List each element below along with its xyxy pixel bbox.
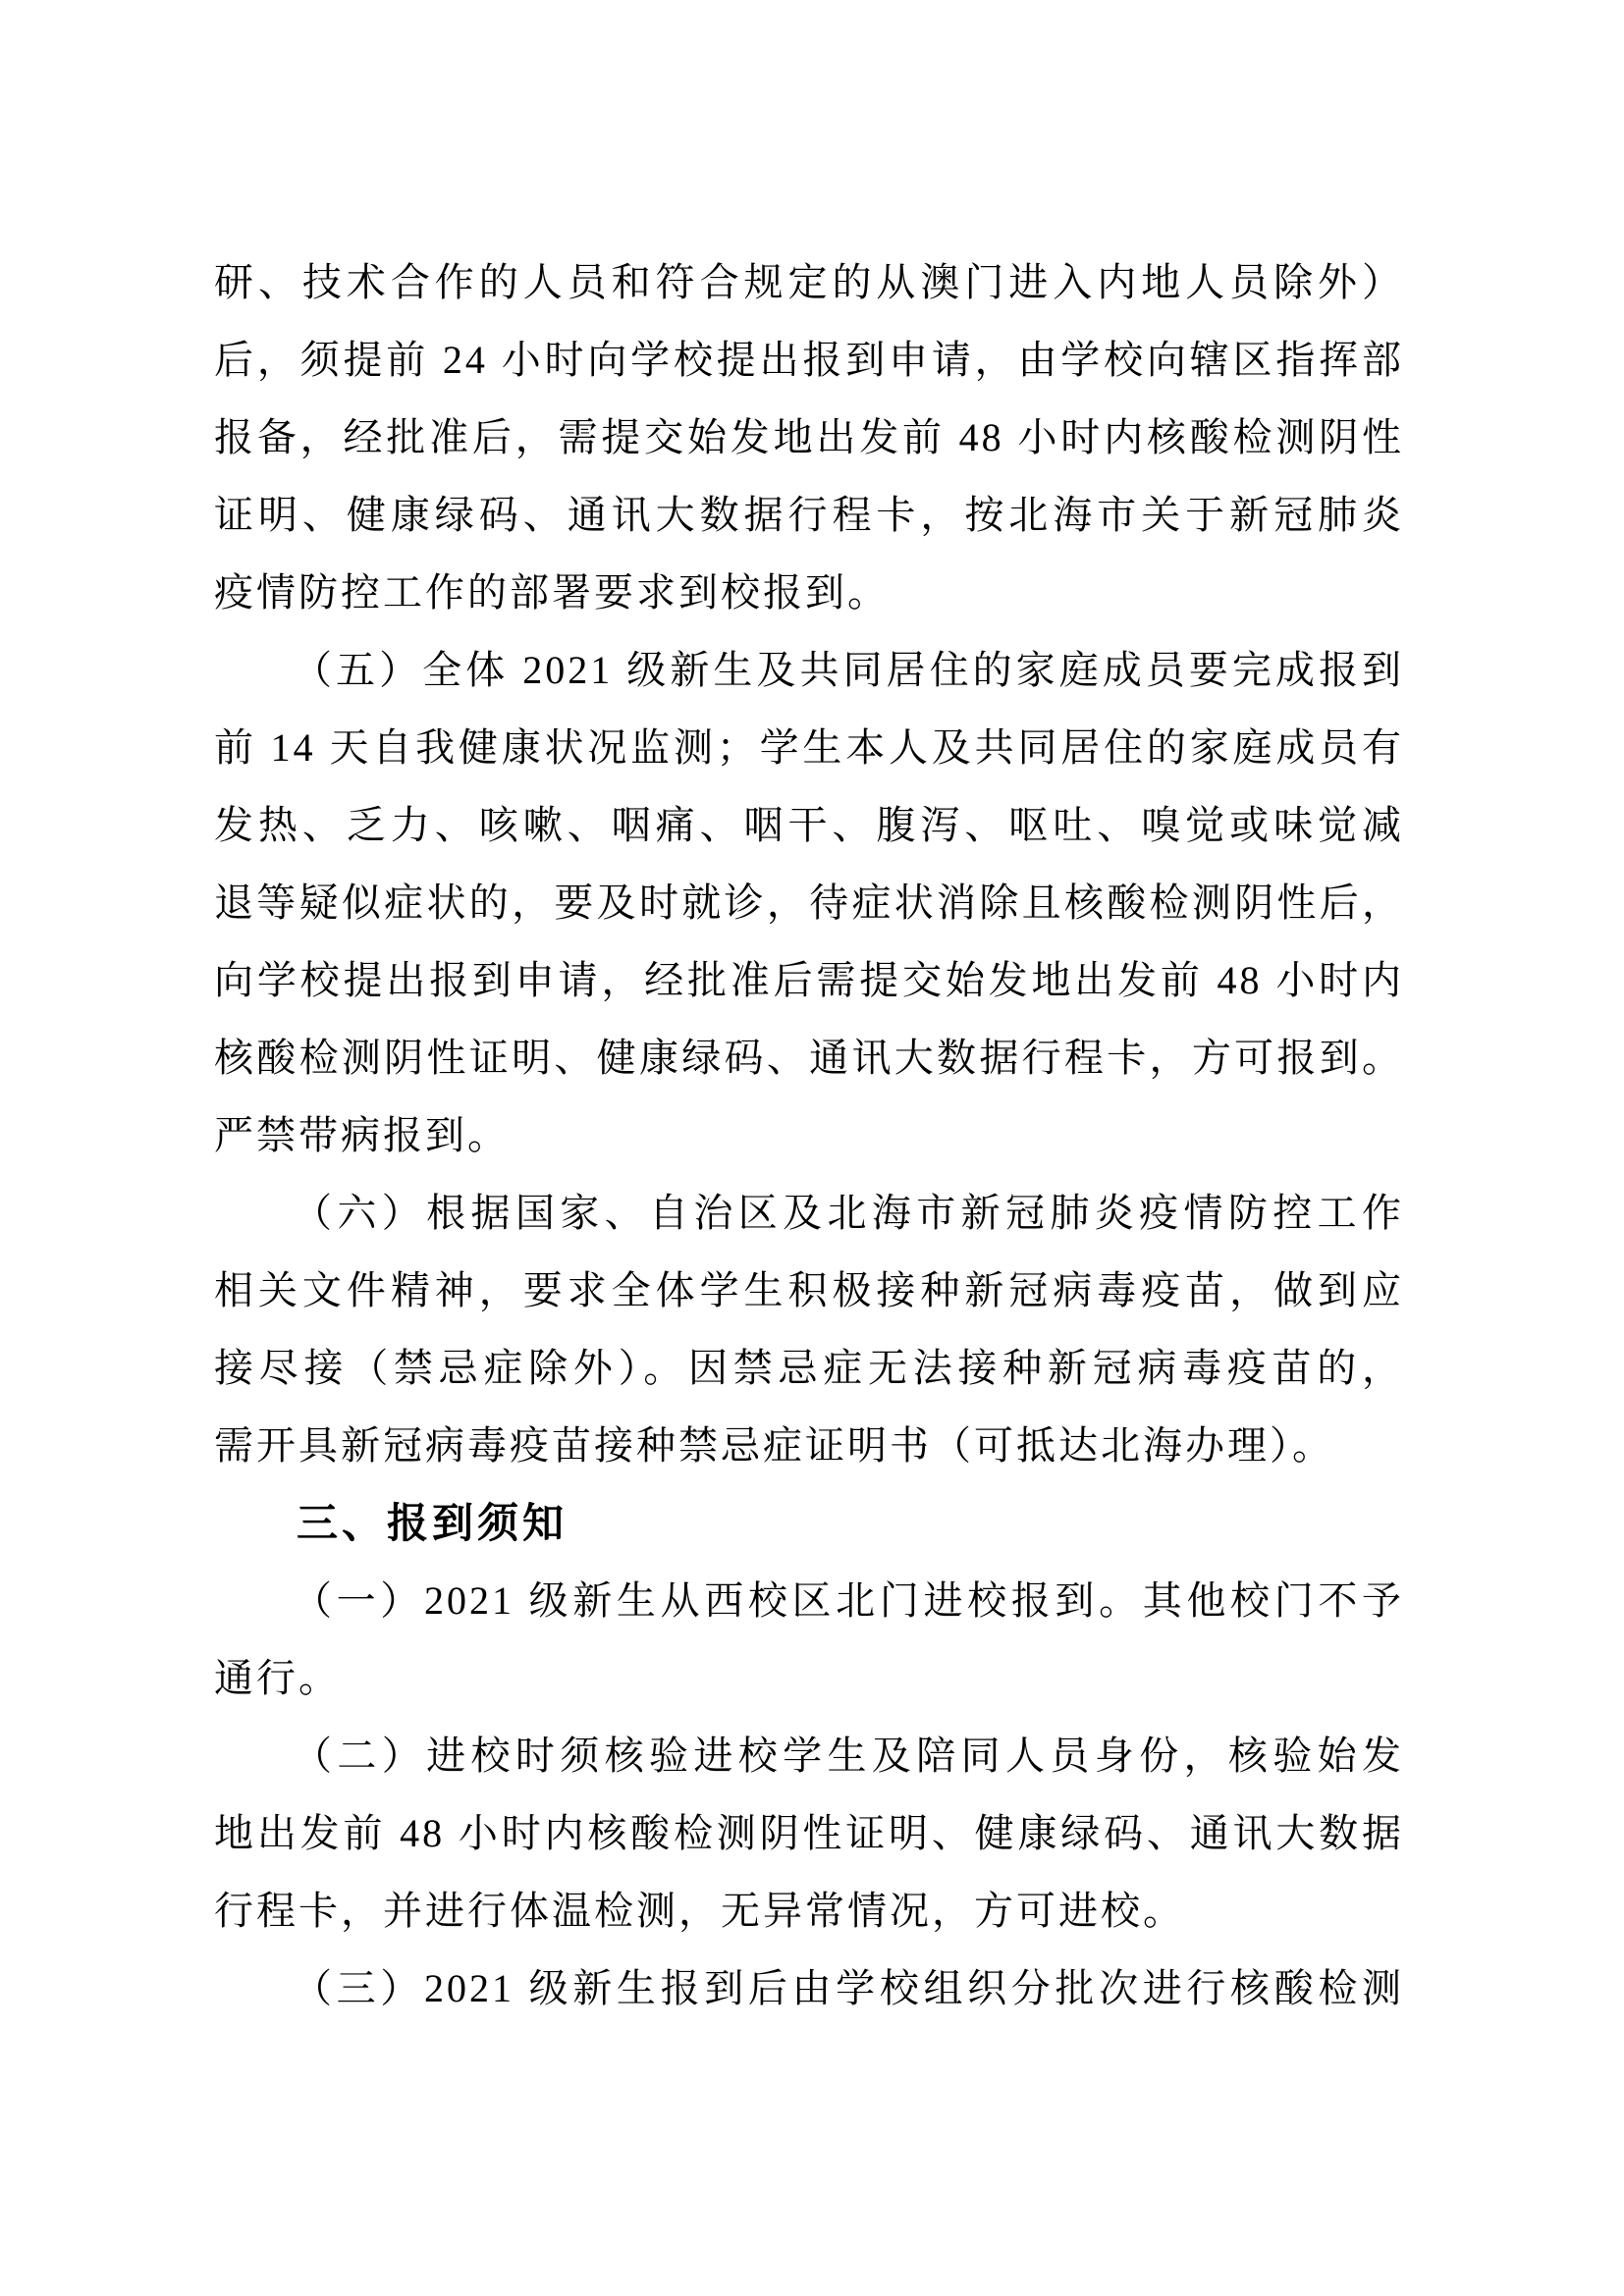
text-line: 退等疑似症状的，要及时就诊，待症状消除且核酸检测阴性后， — [214, 881, 1404, 925]
document-body — [214, 243, 1404, 2027]
text-line: 向学校提出报到申请，经批准后需提交始发地出发前 48 小时内 — [214, 958, 1404, 1002]
text-line: 地出发前 48 小时内核酸检测阴性证明、健康绿码、通讯大数据 — [214, 1811, 1404, 1855]
section-heading: 三、报到须知 — [297, 1500, 568, 1546]
text-line: （一）2021 级新生从西校区北门进校报到。其他校门不予 — [293, 1578, 1404, 1623]
text-line: 通行。 — [214, 1656, 341, 1700]
text-line: 前 14 天自我健康状况监测；学生本人及共同居住的家庭成员有 — [214, 725, 1404, 770]
text-line: 接尽接（禁忌症除外）。因禁忌症无法接种新冠病毒疫苗的， — [214, 1346, 1404, 1390]
text-line: 研、技术合作的人员和符合规定的从澳门进入内地人员除外） — [214, 260, 1404, 304]
text-line: 需开具新冠病毒疫苗接种禁忌症证明书（可抵达北海办理）。 — [214, 1423, 1334, 1468]
text-line: 核酸检测阴性证明、健康绿码、通讯大数据行程卡，方可报到。 — [214, 1036, 1404, 1080]
text-line: （三）2021 级新生报到后由学校组织分批次进行核酸检测 — [293, 1966, 1404, 2010]
text-line: 疫情防控工作的部署要求到校报到。 — [214, 570, 890, 614]
text-line: 发热、乏力、咳嗽、咽痛、咽干、腹泻、呕吐、嗅觉或味觉减 — [214, 803, 1404, 847]
text-line: （六）根据国家、自治区及北海市新冠肺炎疫情防控工作 — [293, 1191, 1404, 1235]
text-line: 相关文件精神，要求全体学生积极接种新冠病毒疫苗，做到应 — [214, 1268, 1404, 1312]
text-line: 行程卡，并进行体温检测，无异常情况，方可进校。 — [214, 1889, 1185, 1933]
text-line: 严禁带病报到。 — [214, 1113, 510, 1157]
text-line: （二）进校时须核验进校学生及陪同人员身份，核验始发 — [293, 1734, 1404, 1778]
text-line: 后，须提前 24 小时向学校提出报到申请，由学校向辖区指挥部 — [214, 338, 1404, 382]
text-line: 证明、健康绿码、通讯大数据行程卡，按北海市关于新冠肺炎 — [214, 493, 1404, 537]
text-line: （五）全体 2021 级新生及共同居住的家庭成员要完成报到 — [293, 648, 1404, 692]
text-line: 报备，经批准后，需提交始发地出发前 48 小时内核酸检测阴性 — [214, 415, 1404, 459]
